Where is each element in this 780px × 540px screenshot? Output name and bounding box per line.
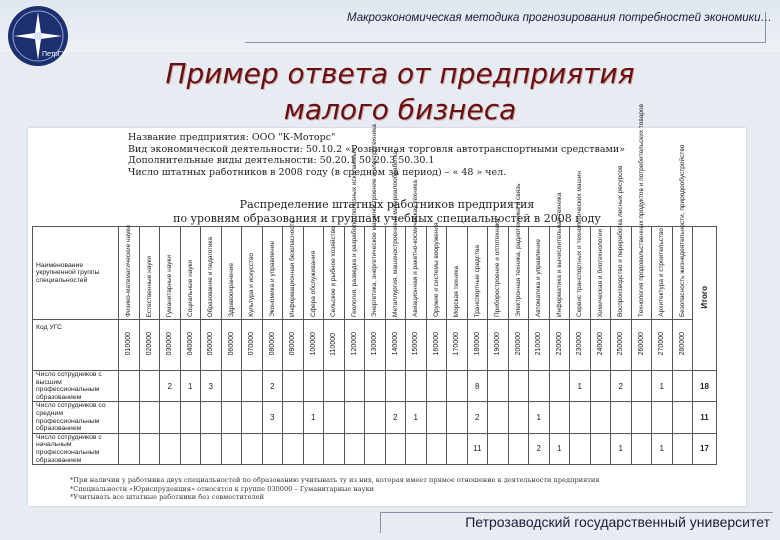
column-code-value: 230000 [576, 332, 584, 356]
table-cell [139, 433, 160, 464]
table-cell [283, 371, 304, 402]
column-header [180, 227, 201, 320]
table-cell [344, 371, 365, 402]
column-code [549, 320, 570, 371]
table-cell [242, 371, 263, 402]
column-header [365, 124, 386, 320]
table-cell [365, 371, 386, 402]
table-cell: 1 [406, 402, 427, 433]
table-cell [590, 402, 611, 433]
table-cell [426, 371, 447, 402]
table-cell [631, 371, 652, 402]
column-code [221, 320, 242, 371]
logo-text: ПетрГУ [42, 51, 67, 58]
column-header [262, 227, 283, 320]
table-cell [426, 433, 447, 464]
column-code-value: 150000 [412, 332, 420, 356]
table-cell: 1 [529, 402, 550, 433]
column-header [631, 103, 652, 320]
table-cell [447, 433, 468, 464]
column-code [447, 320, 468, 371]
table-code-row [33, 320, 717, 371]
footnotes [70, 476, 599, 502]
additional-activities: Дополнительные виды деятельности: 50.20.1 50.20.3 50.30.1 [128, 155, 435, 166]
column-code [467, 320, 488, 371]
table-cell [324, 433, 345, 464]
footnote-1: *При наличии у работника двух специальностей по образованию учитывать ту из них, которая имеет прямое отношение к деятельности предприятия [70, 476, 600, 484]
column-code-value: 220000 [555, 332, 563, 356]
table-cell [529, 371, 550, 402]
column-header [508, 183, 529, 320]
footnote-2: *Специальности «Юриспруденция» относятся к группе 030000 – Гуманитарные науки [70, 484, 375, 493]
column-code-value: 210000 [535, 332, 543, 356]
column-code-value: 200000 [514, 332, 522, 356]
column-code [508, 320, 529, 371]
column-header [324, 227, 345, 320]
table-row [33, 433, 717, 464]
column-code [262, 320, 283, 371]
column-header-label: Сфера обслуживания [309, 250, 317, 317]
table-cell [672, 402, 693, 433]
column-code [242, 320, 263, 371]
column-header [221, 227, 242, 320]
column-header-label: Физико-математические науки [125, 225, 133, 317]
table-cell [549, 371, 570, 402]
column-code [590, 320, 611, 371]
table-cell: 8 [467, 371, 488, 402]
corner-header: Наименование укрупненной группы специальностей [33, 227, 119, 320]
table-cell [201, 433, 222, 464]
table-cell [447, 402, 468, 433]
column-code-value: 250000 [617, 332, 625, 356]
column-code [426, 320, 447, 371]
column-header-label: Оружие и системы вооружения [432, 222, 440, 317]
table-cell [242, 433, 263, 464]
table-cell [631, 433, 652, 464]
column-code [201, 320, 222, 371]
table-cell: 1 [570, 371, 591, 402]
column-header [139, 227, 160, 320]
column-code-value: 240000 [596, 332, 604, 356]
table-cell [385, 371, 406, 402]
column-header [426, 222, 447, 320]
column-code-value: 160000 [432, 332, 440, 356]
table-cell: 3 [262, 402, 283, 433]
column-header-label: Образование и педагогика [207, 236, 215, 317]
column-code-value: 140000 [391, 332, 399, 356]
table-cell [180, 433, 201, 464]
column-header [447, 227, 468, 320]
table-cell [303, 371, 324, 402]
table-cell: 2 [467, 402, 488, 433]
column-code [570, 320, 591, 371]
column-code-value: 040000 [186, 332, 194, 356]
table-row [33, 371, 717, 402]
row-total: 11 [693, 402, 717, 433]
table-cell [283, 433, 304, 464]
column-header-label: Воспроизводство и переработка лесных ресурсов [617, 165, 625, 317]
table-cell [385, 433, 406, 464]
table-cell [508, 402, 529, 433]
table-cell [303, 433, 324, 464]
column-code-value: 110000 [330, 332, 338, 356]
row-label: Число сотрудников со средним профессиональным образованием [33, 402, 119, 433]
column-code [611, 320, 632, 371]
running-title: Макроэкономическая методика прогнозирования потребностей экономики… [347, 12, 772, 24]
column-code-value: 080000 [268, 332, 276, 356]
column-header [529, 227, 550, 320]
table-cell [488, 433, 509, 464]
column-header-label: Транспортные средства [473, 244, 481, 317]
column-code [406, 320, 427, 371]
table-cell: 2 [160, 371, 181, 402]
column-code-value: 030000 [166, 332, 174, 356]
code-label: Код УГС [33, 320, 119, 371]
slide-title-line1: Пример ответа от предприятия [165, 57, 635, 90]
table-cell [221, 402, 242, 433]
column-code [324, 320, 345, 371]
table-cell [631, 402, 652, 433]
table-cell: 1 [549, 433, 570, 464]
table-cell [426, 402, 447, 433]
column-code [180, 320, 201, 371]
row-total: 17 [693, 433, 717, 464]
table-header-row [33, 227, 717, 320]
row-label: Число сотрудников с начальным профессиональным образованием [33, 433, 119, 464]
table-cell [221, 371, 242, 402]
column-header-label: Сервис транспортных и технологических машин [576, 171, 584, 317]
column-code-value: 100000 [309, 332, 317, 356]
table-cell [590, 371, 611, 402]
column-code-value: 070000 [248, 332, 256, 356]
total-header [693, 227, 717, 371]
table-cell [324, 402, 345, 433]
staff-count: Число штатных работников в 2008 году (в среднем за период) – « 48 » чел. [128, 166, 507, 178]
column-header [488, 218, 509, 320]
column-header [242, 227, 263, 320]
column-header-label: Энергетика, энергетическое машиностроение и электротехника [371, 124, 379, 317]
column-code [119, 320, 140, 371]
footnote-3: *Учитывать все штатные работники без совместителей [70, 493, 264, 501]
table-cell [365, 433, 386, 464]
column-code-value: 120000 [350, 332, 358, 356]
column-header [590, 227, 611, 320]
column-header [467, 227, 488, 320]
column-header-label: Культура и искусство [248, 253, 256, 317]
column-header [549, 192, 570, 320]
table-cell [447, 371, 468, 402]
table-cell [406, 433, 427, 464]
column-header [570, 171, 591, 320]
table-cell: 1 [180, 371, 201, 402]
column-code-value: 090000 [289, 332, 297, 356]
table-cell: 1 [611, 433, 632, 464]
table-cell [365, 402, 386, 433]
column-header [344, 148, 365, 320]
column-header-label: Архитектура и строительство [658, 228, 666, 317]
column-code [139, 320, 160, 371]
table-row [33, 402, 717, 433]
table-cell [344, 402, 365, 433]
distribution-subtitle: по уровням образования и группам учебных специальностей в 2008 году [173, 212, 601, 225]
row-total: 18 [693, 371, 717, 402]
column-code [303, 320, 324, 371]
column-code-value: 020000 [145, 332, 153, 356]
table-cell [119, 371, 140, 402]
table-cell [488, 402, 509, 433]
column-header-label: Авиационная и ракетно-космическая техника [412, 180, 420, 317]
table-cell [611, 402, 632, 433]
table-cell [570, 402, 591, 433]
column-header-label: Сельское и рыбное хозяйство [330, 226, 338, 317]
table-cell [570, 433, 591, 464]
column-header [385, 150, 406, 320]
column-header [303, 227, 324, 320]
table-cell: 2 [385, 402, 406, 433]
column-header [672, 144, 693, 320]
table-cell: 1 [652, 371, 673, 402]
column-code-value: 190000 [494, 332, 502, 356]
column-code-value: 170000 [453, 332, 461, 356]
table-cell [201, 402, 222, 433]
table-cell [160, 402, 181, 433]
table-cell [344, 433, 365, 464]
column-code [672, 320, 693, 371]
column-header-label: Приборостроение и оптотехника [494, 218, 502, 317]
column-header-label: Электронная техника, радиотехника и связь [514, 183, 522, 317]
column-code-value: 130000 [371, 332, 379, 356]
table-cell [508, 433, 529, 464]
table-cell [119, 402, 140, 433]
table-cell [242, 402, 263, 433]
table-cell [262, 433, 283, 464]
column-header-label: Информационная безопасность [289, 220, 297, 317]
column-code [631, 320, 652, 371]
column-header-label: Морская техника [453, 265, 461, 317]
column-code-value: 060000 [227, 332, 235, 356]
column-header-label: Экономика и управление [268, 241, 276, 317]
column-header [611, 165, 632, 320]
column-header [160, 227, 181, 320]
table-cell [672, 433, 693, 464]
column-code-value: 010000 [125, 332, 133, 356]
column-header-label: Естественные науки [145, 255, 153, 317]
distribution-title: Распределение штатных работников предприятия [239, 198, 535, 211]
column-header-label: Безопасность жизнедеятельности, природообустройство [678, 144, 686, 317]
column-code-value: 270000 [658, 332, 666, 356]
table-cell [119, 433, 140, 464]
column-code [283, 320, 304, 371]
column-header-label: Химическая и биотехнологии [596, 228, 604, 317]
column-header-label: Автоматика и управление [535, 238, 543, 317]
table-cell [406, 371, 427, 402]
table-cell: 2 [529, 433, 550, 464]
table-cell: 1 [652, 433, 673, 464]
table-cell [160, 433, 181, 464]
column-code [344, 320, 365, 371]
table-cell: 1 [303, 402, 324, 433]
table-cell [221, 433, 242, 464]
column-header [119, 227, 140, 320]
column-code-value: 180000 [473, 332, 481, 356]
column-header [283, 220, 304, 320]
column-code [365, 320, 386, 371]
university-name: Петрозаводский государственный университет [465, 514, 770, 530]
column-header-label: Информатика и вычислительная техника [555, 192, 563, 317]
table-cell [672, 371, 693, 402]
row-label: Число сотрудников с высшим профессиональным образованием [33, 371, 119, 402]
column-header [201, 227, 222, 320]
main-activity: Вид экономической деятельности: 50.10.2 «Розничная торговля автотранспортными средствами» [128, 143, 626, 155]
column-code-value: 280000 [678, 332, 686, 356]
column-header-label: Социальные науки [186, 260, 194, 317]
table-cell [324, 371, 345, 402]
table-cell: 11 [467, 433, 488, 464]
column-header [406, 180, 427, 320]
column-code [652, 320, 673, 371]
table-cell [508, 371, 529, 402]
table-cell [590, 433, 611, 464]
table-cell [488, 371, 509, 402]
table-cell [652, 402, 673, 433]
total-header-label: Итого [700, 286, 709, 309]
column-header-label: Металлургия, машиностроение и материалообработка [391, 150, 399, 317]
table-cell [283, 402, 304, 433]
table-cell: 2 [262, 371, 283, 402]
table-cell: 3 [201, 371, 222, 402]
column-code [385, 320, 406, 371]
column-code [160, 320, 181, 371]
column-code [529, 320, 550, 371]
table-cell [549, 402, 570, 433]
column-header-label: Здравоохранение [227, 262, 235, 317]
table-cell [139, 371, 160, 402]
column-code [488, 320, 509, 371]
company-name: Название предприятия: ООО "К-Моторс" [128, 132, 336, 143]
column-code-value: 260000 [637, 332, 645, 356]
column-header-label: Технология продовольственных продуктов и потребительских товаров [637, 103, 645, 317]
column-header-label: Геология, разведка и разработка полезных ископаемых [350, 148, 358, 317]
column-code-value: 050000 [207, 332, 215, 356]
table-cell: 2 [611, 371, 632, 402]
slide-title-line2: малого бизнеса [283, 93, 517, 126]
column-header [652, 227, 673, 320]
table-cell [180, 402, 201, 433]
table-cell [139, 402, 160, 433]
column-header-label: Гуманитарные науки [166, 254, 174, 317]
